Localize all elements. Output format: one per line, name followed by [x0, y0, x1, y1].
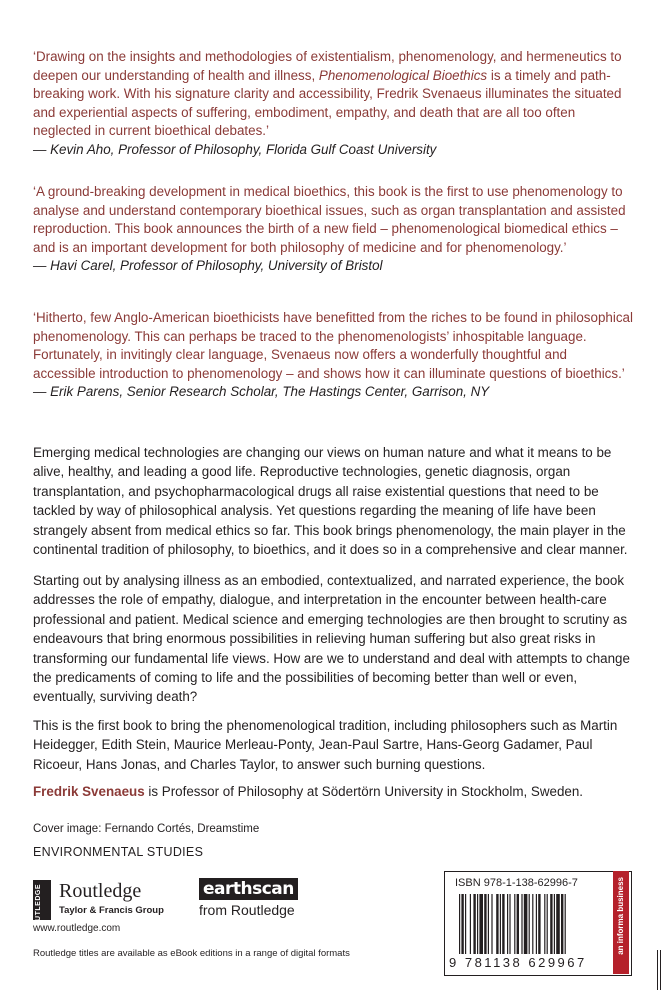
- book-title: Phenomenological Bioethics: [318, 67, 488, 83]
- earthscan-sub: from Routledge: [199, 902, 295, 918]
- quote-attribution: — Erik Parens, Senior Research Scholar, The Hastings Center, Garrison, NY: [33, 384, 490, 400]
- quote-text: ‘Hitherto, few Anglo-American bioethicists have benefitted from the riches to be found in philosophical phenomenology. This can perhaps be traced to the phenomenologists’ inhospitable language. Fortunately, in invitingly clear language, Svenaeus now offers a wonderfully thoughtful and accessible introduction to phenomenology – and shows how it can illuminate questions of bioethics.’: [33, 310, 633, 381]
- informa-strip: [613, 871, 629, 974]
- quote-attribution: — Havi Carel, Professor of Philosophy, University of Bristol: [33, 258, 383, 274]
- quote-text: ‘A ground-breaking development in medical bioethics, this book is the first to use phenomenology to analyse and understand contemporary bioethical issues, such as organ transplantation and assisted reproduction. This book announces the birth of a new field – phenomenological biomedical ethics – and is an important development for both philosophy of medicine and for phenomenology.’: [33, 184, 626, 255]
- barcode-icon: [455, 894, 610, 956]
- earthscan-wordmark: earthscan: [199, 878, 298, 900]
- quote-attribution: — Kevin Aho, Professor of Philosophy, Florida Gulf Coast University: [33, 141, 437, 157]
- review-quote-carel: [33, 183, 633, 276]
- review-quote-aho: [33, 48, 633, 160]
- ebook-note: Routledge titles are available as eBook editions in a range of digital formats: [33, 948, 350, 959]
- barcode-digits: 9 781138 629967: [449, 955, 587, 970]
- author-name: Fredrik Svenaeus: [33, 784, 145, 799]
- publisher-name: Routledge: [59, 880, 142, 902]
- publisher-group: Taylor & Francis Group: [59, 905, 164, 916]
- author-bio: [33, 782, 633, 801]
- routledge-mark-icon: ROUTLEDGE: [33, 880, 51, 920]
- earthscan-logo: [199, 878, 298, 918]
- description-paragraph: Starting out by analysing illness as an embodied, contextualized, and narrated experience, the book addresses the role of empathy, dialogue, and interpretation in the encounter between health-care professional and patient. Medical science and emerging technologies are then brought to scrutiny as endeavours that bring enormous possibilities in relieving human suffering but also great risks in transforming our fundamental life views. How are we to understand and deal with attempts to change the predicaments of coming to life and the possibilities of becoming better than well or even, eventually, surviving death?: [33, 573, 630, 705]
- description-paragraph: Emerging medical technologies are changing our views on human nature and what it means to be alive, healthy, and leading a good life. Reproductive technologies, genetic diagnosis, organ transplantation, and psychopharmacological drugs all raise existential questions that need to be tackled by way of philosophical analysis. Yet questions regarding the meaning of life have been strangely absent from medical ethics so far. This book brings phenomenology, the main player in the continental tradition of philosophy, to bioethics, and it does so in a comprehensive and clear manner.: [33, 445, 628, 558]
- author-bio-text: is Professor of Philosophy at Södertörn University in Stockholm, Sweden.: [144, 784, 584, 799]
- quote-text: ‘Drawing on the insights and methodologies of existentialism, phenomenology, and hermeneutics to deepen our understanding of health and illness, Phenomenological Bioethics is a timely and path-breaking work. With his signature clarity and accessibility, Fredrik Svenaeus illuminates the situated and experiential aspects of suffering, embodiment, empathy, and death that are all too often neglected in current bioethical debates.’: [33, 49, 622, 139]
- isbn-barcode-box: [444, 871, 632, 976]
- cover-credit: Cover image: Fernando Cortés, Dreamstime: [33, 823, 260, 835]
- description-paragraph: This is the first book to bring the phenomenological tradition, including philosophers such as Martin Heidegger, Edith Stein, Maurice Merleau-Ponty, Jean-Paul Sartre, Hans-Georg Gadamer, Paul Ricoeur, Hans Jonas, and Charles Taylor, to answer such burning questions.: [33, 718, 618, 772]
- informa-label: an informa business: [616, 877, 625, 955]
- edge-crop-marks: [656, 950, 662, 990]
- review-quote-parens: [33, 309, 633, 402]
- isbn-label: ISBN 978-1-138-62996-7: [455, 877, 578, 889]
- subject-category: ENVIRONMENTAL STUDIES: [33, 845, 204, 859]
- publisher-url: www.routledge.com: [33, 923, 121, 934]
